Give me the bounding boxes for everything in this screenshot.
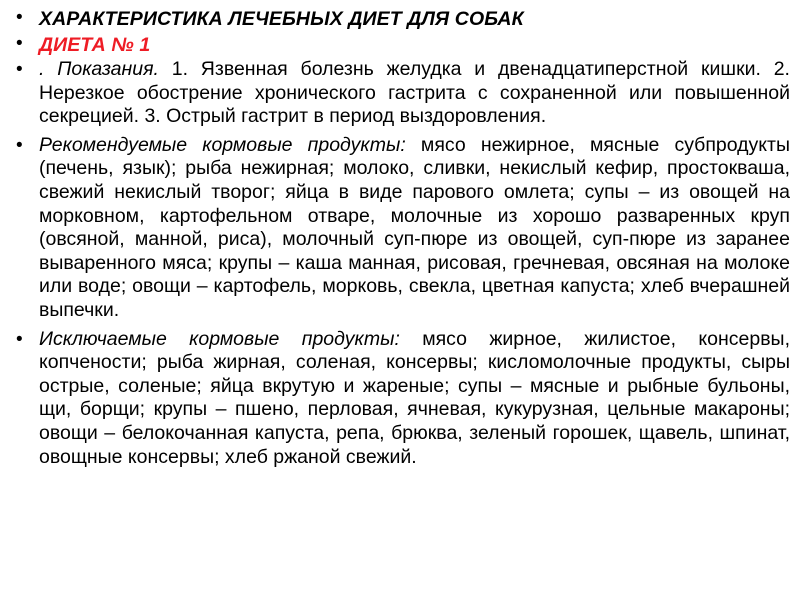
- bullet-icon: •: [16, 134, 23, 156]
- bullet-icon: •: [16, 33, 23, 54]
- recommended-text: мясо нежирное, мясные субпродукты (печень, язык); рыба нежирная; молоко, сливки, некислый кефир, простокваша, свежий некислый творог; яйца в виде парового омлета; супы – из овощей на морковном, картофельном отваре, молочные из хорошо разваренных круп (овсяной, манной, риса), молочный суп-пюре из овощей, суп-пюре из заранее вываренного мяса; крупы – каша манная, рисовая, гречневая, овсяная на молоке или воде; овощи – картофель, морковь, свекла, цветная капуста; хлеб вчерашней выпечки.: [39, 133, 790, 321]
- page-title: ХАРАКТЕРИСТИКА ЛЕЧЕБНЫХ ДИЕТ ДЛЯ СОБАК: [39, 8, 524, 30]
- excluded-label: Исключаемые кормовые продукты:: [39, 327, 400, 350]
- diet-name: ДИЕТА № 1: [39, 34, 151, 56]
- recommended-paragraph: [39, 134, 790, 323]
- indications-text: 1. Язвенная болезнь желудка и двенадцатиперстной кишки. 2. Нерезкое обострение хронического гастрита с сохраненной или повышенной секрецией. 3. Острый гастрит в период выздоровления.: [39, 58, 790, 128]
- bullet-list: [6, 6, 790, 469]
- list-item-title: [6, 6, 790, 32]
- bullet-icon: •: [16, 328, 23, 350]
- indications-label: . Показания.: [39, 58, 159, 80]
- recommended-label: Рекомендуемые кормовые продукты:: [39, 133, 406, 156]
- list-item-excluded: [6, 328, 790, 470]
- bullet-icon: •: [16, 7, 23, 28]
- excluded-text: мясо жирное, жилистое, консервы, копчености; рыба жирная, соленая, консервы; кисломолочные продукты, сыры острые, соленые; яйца вкрутую и жареные; супы – мясные и рыбные бульоны, щи, борщи; крупы – пшено, перловая, ячневая, кукурузная, цельные макароны; овощи – белокочанная капуста, репа, брюква, зеленый горошек, щавель, шпинат, овощные консервы; хлеб ржаной свежий.: [39, 327, 790, 468]
- indications-paragraph: [39, 58, 790, 129]
- bullet-icon: •: [16, 59, 23, 80]
- excluded-paragraph: [39, 328, 790, 470]
- list-item-indications: [6, 58, 790, 129]
- list-item-recommended: [6, 134, 790, 323]
- list-item-diet-name: [6, 32, 790, 58]
